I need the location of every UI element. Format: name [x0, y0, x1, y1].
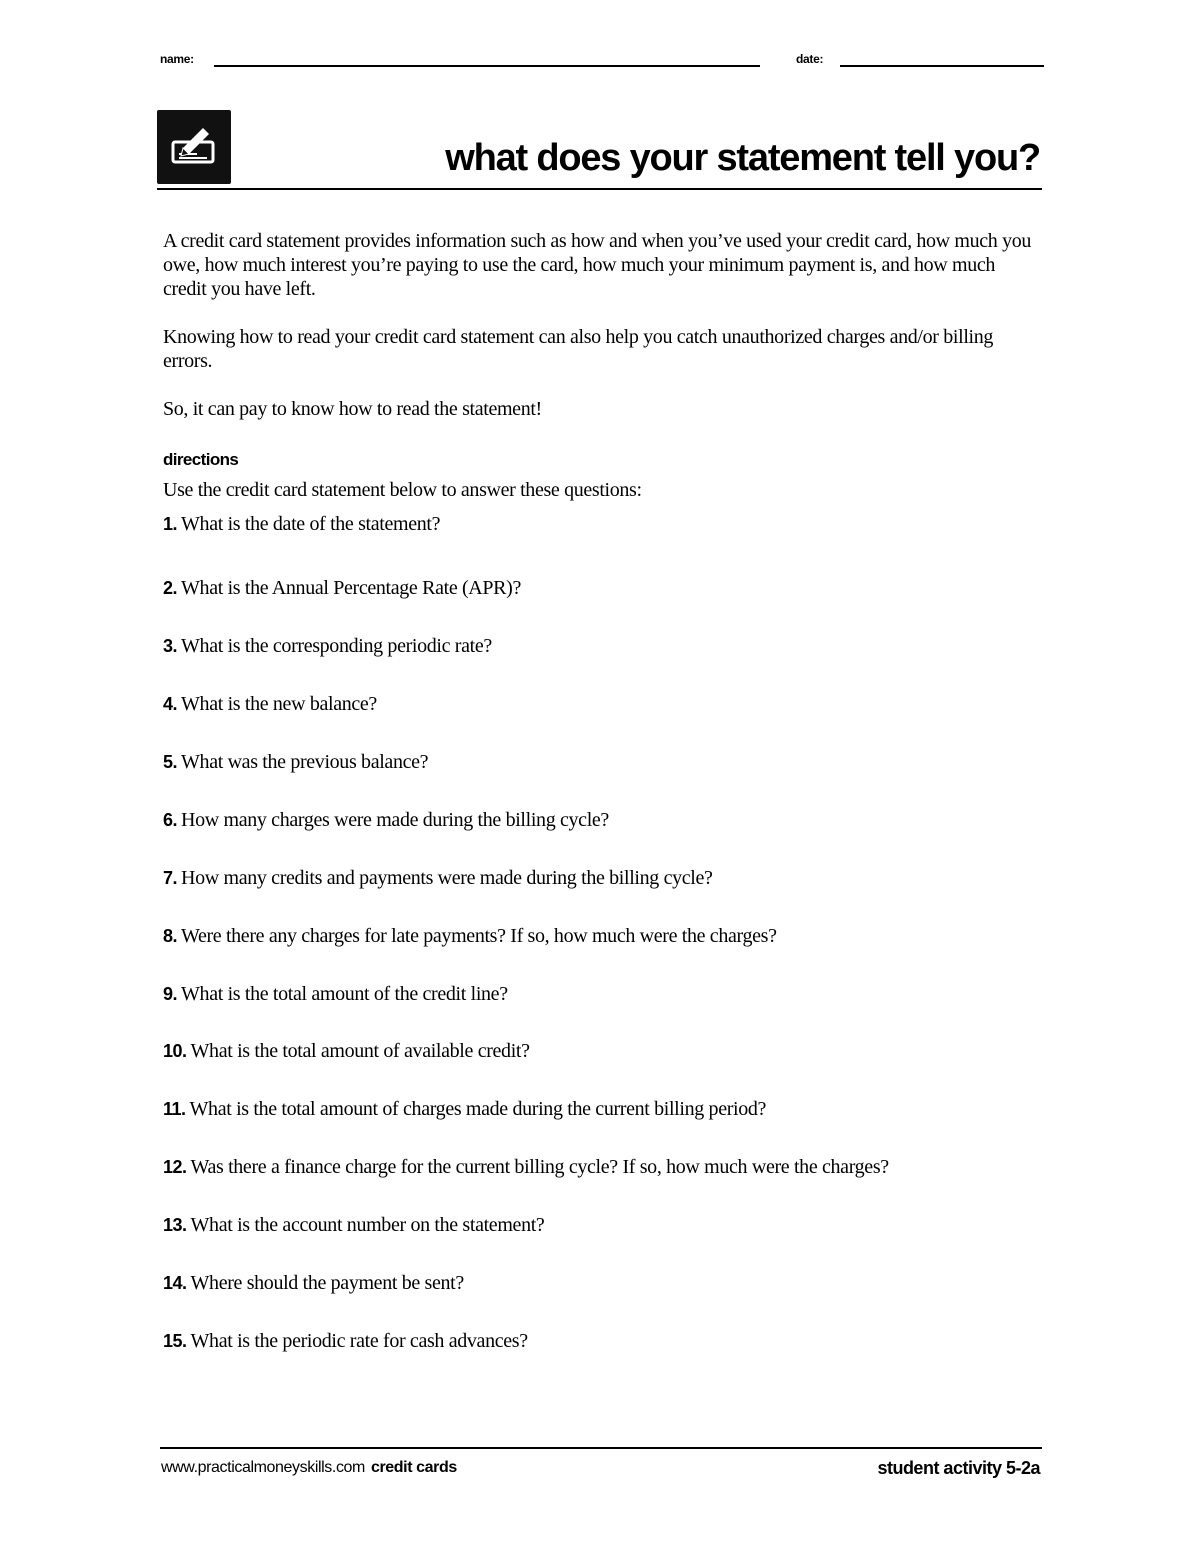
question-12 — [163, 1155, 1043, 1179]
question-text: Were there any charges for late payments? If so, how much were the charges? — [181, 925, 777, 947]
question-number: 11. — [163, 1099, 186, 1119]
question-7 — [163, 866, 1043, 890]
question-3 — [163, 634, 1043, 658]
question-6 — [163, 808, 1043, 832]
question-number: 7. — [163, 868, 178, 888]
question-14 — [163, 1271, 1043, 1295]
question-8 — [163, 924, 1043, 948]
question-text: What is the Annual Percentage Rate (APR)? — [181, 577, 522, 599]
question-text: How many credits and payments were made during the billing cycle? — [181, 867, 713, 889]
question-number: 15. — [163, 1331, 187, 1351]
question-4 — [163, 692, 1043, 716]
directions-text: Use the credit card statement below to answer these questions: — [163, 479, 642, 501]
title-block — [157, 108, 1042, 192]
question-text: What is the new balance? — [181, 693, 377, 715]
question-number: 14. — [163, 1273, 187, 1293]
question-text: What is the corresponding periodic rate? — [181, 635, 492, 657]
question-text: What is the date of the statement? — [181, 513, 441, 535]
question-13 — [163, 1213, 1043, 1237]
intro-paragraph-3: So, it can pay to know how to read the statement! — [163, 398, 542, 420]
worksheet-icon — [157, 110, 231, 184]
question-text: What is the periodic rate for cash advances? — [190, 1330, 528, 1352]
question-text: What was the previous balance? — [181, 751, 429, 773]
footer-activity-label: student activity 5-2a — [877, 1458, 1040, 1478]
question-2 — [163, 576, 1043, 600]
footer-source — [161, 1459, 457, 1477]
question-number: 4. — [163, 694, 178, 714]
question-text: What is the account number on the statement? — [190, 1214, 545, 1236]
date-label: date: — [796, 52, 824, 66]
page-title: what does your statement tell you? — [445, 137, 1040, 179]
question-number: 1. — [163, 514, 178, 534]
question-number: 12. — [163, 1157, 187, 1177]
question-1 — [163, 512, 1043, 536]
question-number: 6. — [163, 810, 178, 830]
question-number: 3. — [163, 636, 178, 656]
footer-divider — [160, 1447, 1042, 1449]
question-9 — [163, 982, 1043, 1006]
question-text: Was there a finance charge for the current billing cycle? If so, how much were the charges? — [190, 1156, 889, 1178]
title-divider — [157, 188, 1042, 190]
question-number: 2. — [163, 578, 178, 598]
question-number: 5. — [163, 752, 178, 772]
question-number: 10. — [163, 1041, 187, 1061]
question-10 — [163, 1039, 1043, 1063]
question-text: What is the total amount of available credit? — [190, 1040, 530, 1062]
name-label: name: — [160, 52, 194, 66]
name-date-line — [160, 52, 1044, 72]
question-number: 13. — [163, 1215, 187, 1235]
pencil-paper-icon — [167, 122, 221, 172]
question-number: 8. — [163, 926, 178, 946]
question-5 — [163, 750, 1043, 774]
directions-heading: directions — [163, 450, 239, 469]
name-field[interactable] — [214, 65, 760, 67]
question-15 — [163, 1329, 1043, 1353]
question-number: 9. — [163, 984, 178, 1004]
footer-url: www.practicalmoneyskills.com — [161, 1459, 365, 1476]
intro-paragraph-1: A credit card statement provides information such as how and when you’ve used your credit card, how much you owe, how much interest you’re paying to use the card, how much your minimum payment is, and how much credit you have left. — [163, 230, 1032, 300]
question-text: Where should the payment be sent? — [190, 1272, 464, 1294]
question-text: What is the total amount of charges made during the current billing period? — [189, 1098, 767, 1120]
question-text: What is the total amount of the credit line? — [181, 983, 508, 1005]
date-field[interactable] — [840, 65, 1044, 67]
question-11 — [163, 1097, 1043, 1121]
question-text: How many charges were made during the billing cycle? — [181, 809, 609, 831]
intro-paragraph-2: Knowing how to read your credit card statement can also help you catch unauthorized charges and/or billing errors. — [163, 326, 994, 372]
footer-section: credit cards — [370, 1459, 457, 1476]
